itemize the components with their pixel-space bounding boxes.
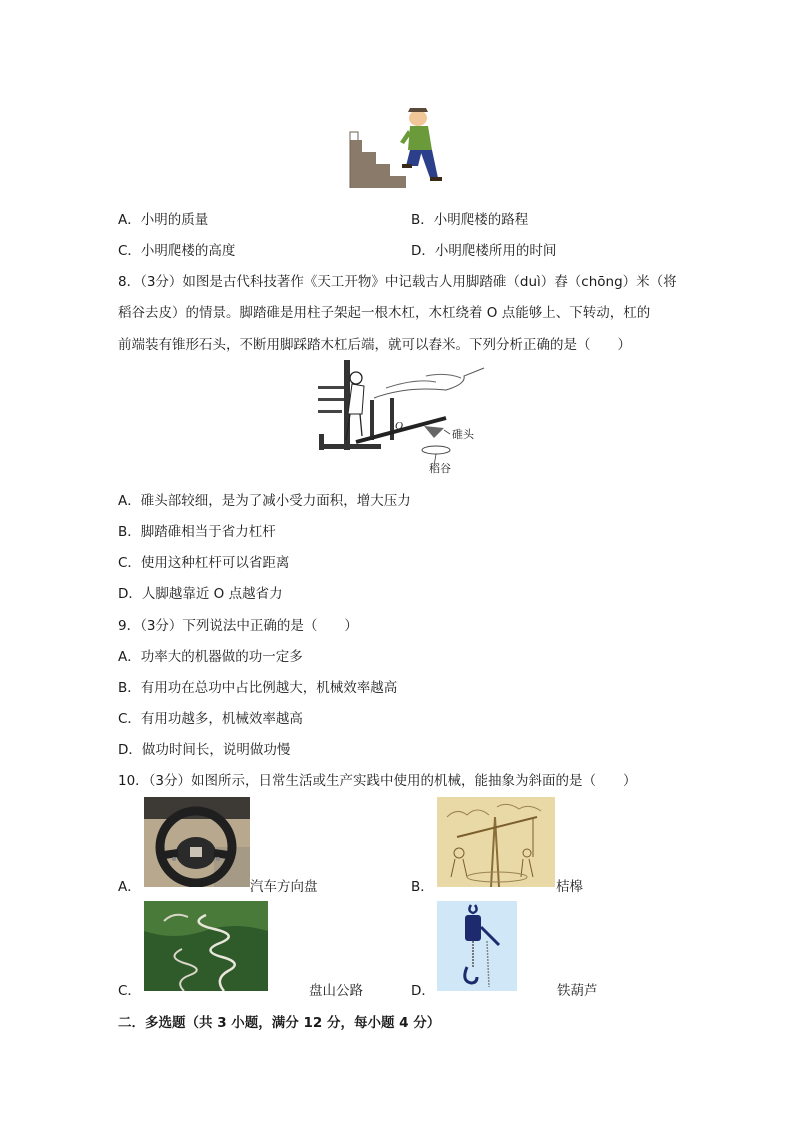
q9-option-a: A．功率大的机器做的功一定多	[118, 649, 303, 665]
q9-option-d: D．做功时间长，说明做功慢	[118, 742, 291, 758]
q10-option-c-caption: 盘山公路	[309, 983, 363, 999]
q8-option-b: B．脚踏碓相当于省力杠杆	[118, 524, 276, 540]
q10-option-c-letter: C．	[118, 983, 141, 999]
q9-option-c: C．有用功越多，机械效率越高	[118, 711, 303, 727]
q7-option-a: A．小明的质量	[118, 212, 209, 228]
well-sweep-illustration	[437, 797, 555, 887]
q10-option-a-caption: 汽车方向盘	[250, 879, 318, 895]
q8-option-c: C．使用这种杠杆可以省距离	[118, 555, 290, 571]
q9-option-b: B．有用功在总功中占比例越大，机械效率越高	[118, 680, 398, 696]
mountain-road-photo	[144, 901, 268, 991]
fulcrum-o-label: O	[395, 420, 403, 432]
foot-pestle-illustration	[316, 358, 486, 476]
q10-option-d-caption: 铁葫芦	[557, 983, 598, 999]
q10-option-d-letter: D．	[411, 983, 435, 999]
q8-stem-line-2: 稻谷去皮）的情景。脚踏碓是用柱子架起一根木杠，木杠绕着 O 点能够上、下转动，杠的	[118, 305, 651, 321]
steering-wheel-photo	[144, 797, 250, 887]
q10-option-a-letter: A．	[118, 879, 141, 895]
pestle-head-label: 碓头	[452, 428, 474, 441]
q10-stem: 10．（3分）如图所示，日常生活或生产实践中使用的机械，能抽象为斜面的是（ ）	[118, 773, 637, 789]
rice-grain-label: 稻谷	[429, 462, 451, 475]
q9-stem: 9．（3分）下列说法中正确的是（ ）	[118, 618, 358, 634]
section-2-heading: 二．多选题（共 3 小题，满分 12 分，每小题 4 分）	[118, 1015, 441, 1031]
q8-option-a: A．碓头部较细，是为了减小受力面积，增大压力	[118, 493, 411, 509]
q8-option-d: D．人脚越靠近 O 点越省力	[118, 586, 283, 602]
q7-option-b: B．小明爬楼的路程	[411, 212, 529, 228]
chain-hoist-photo	[437, 901, 517, 991]
q10-option-b-letter: B．	[411, 879, 434, 895]
q8-stem-line-3: 前端装有锥形石头，不断用脚踩踏木杠后端，就可以舂米。下列分析正确的是（ ）	[118, 337, 631, 353]
q7-option-c: C．小明爬楼的高度	[118, 243, 236, 259]
q7-option-d: D．小明爬楼所用的时间	[411, 243, 557, 259]
stair-climbing-illustration	[348, 104, 446, 188]
q8-stem-line-1: 8．（3分）如图是古代科技著作《天工开物》中记载古人用脚踏碓（duì）舂（chōng）米（将	[118, 274, 677, 290]
q10-option-b-caption: 桔槔	[556, 879, 583, 895]
